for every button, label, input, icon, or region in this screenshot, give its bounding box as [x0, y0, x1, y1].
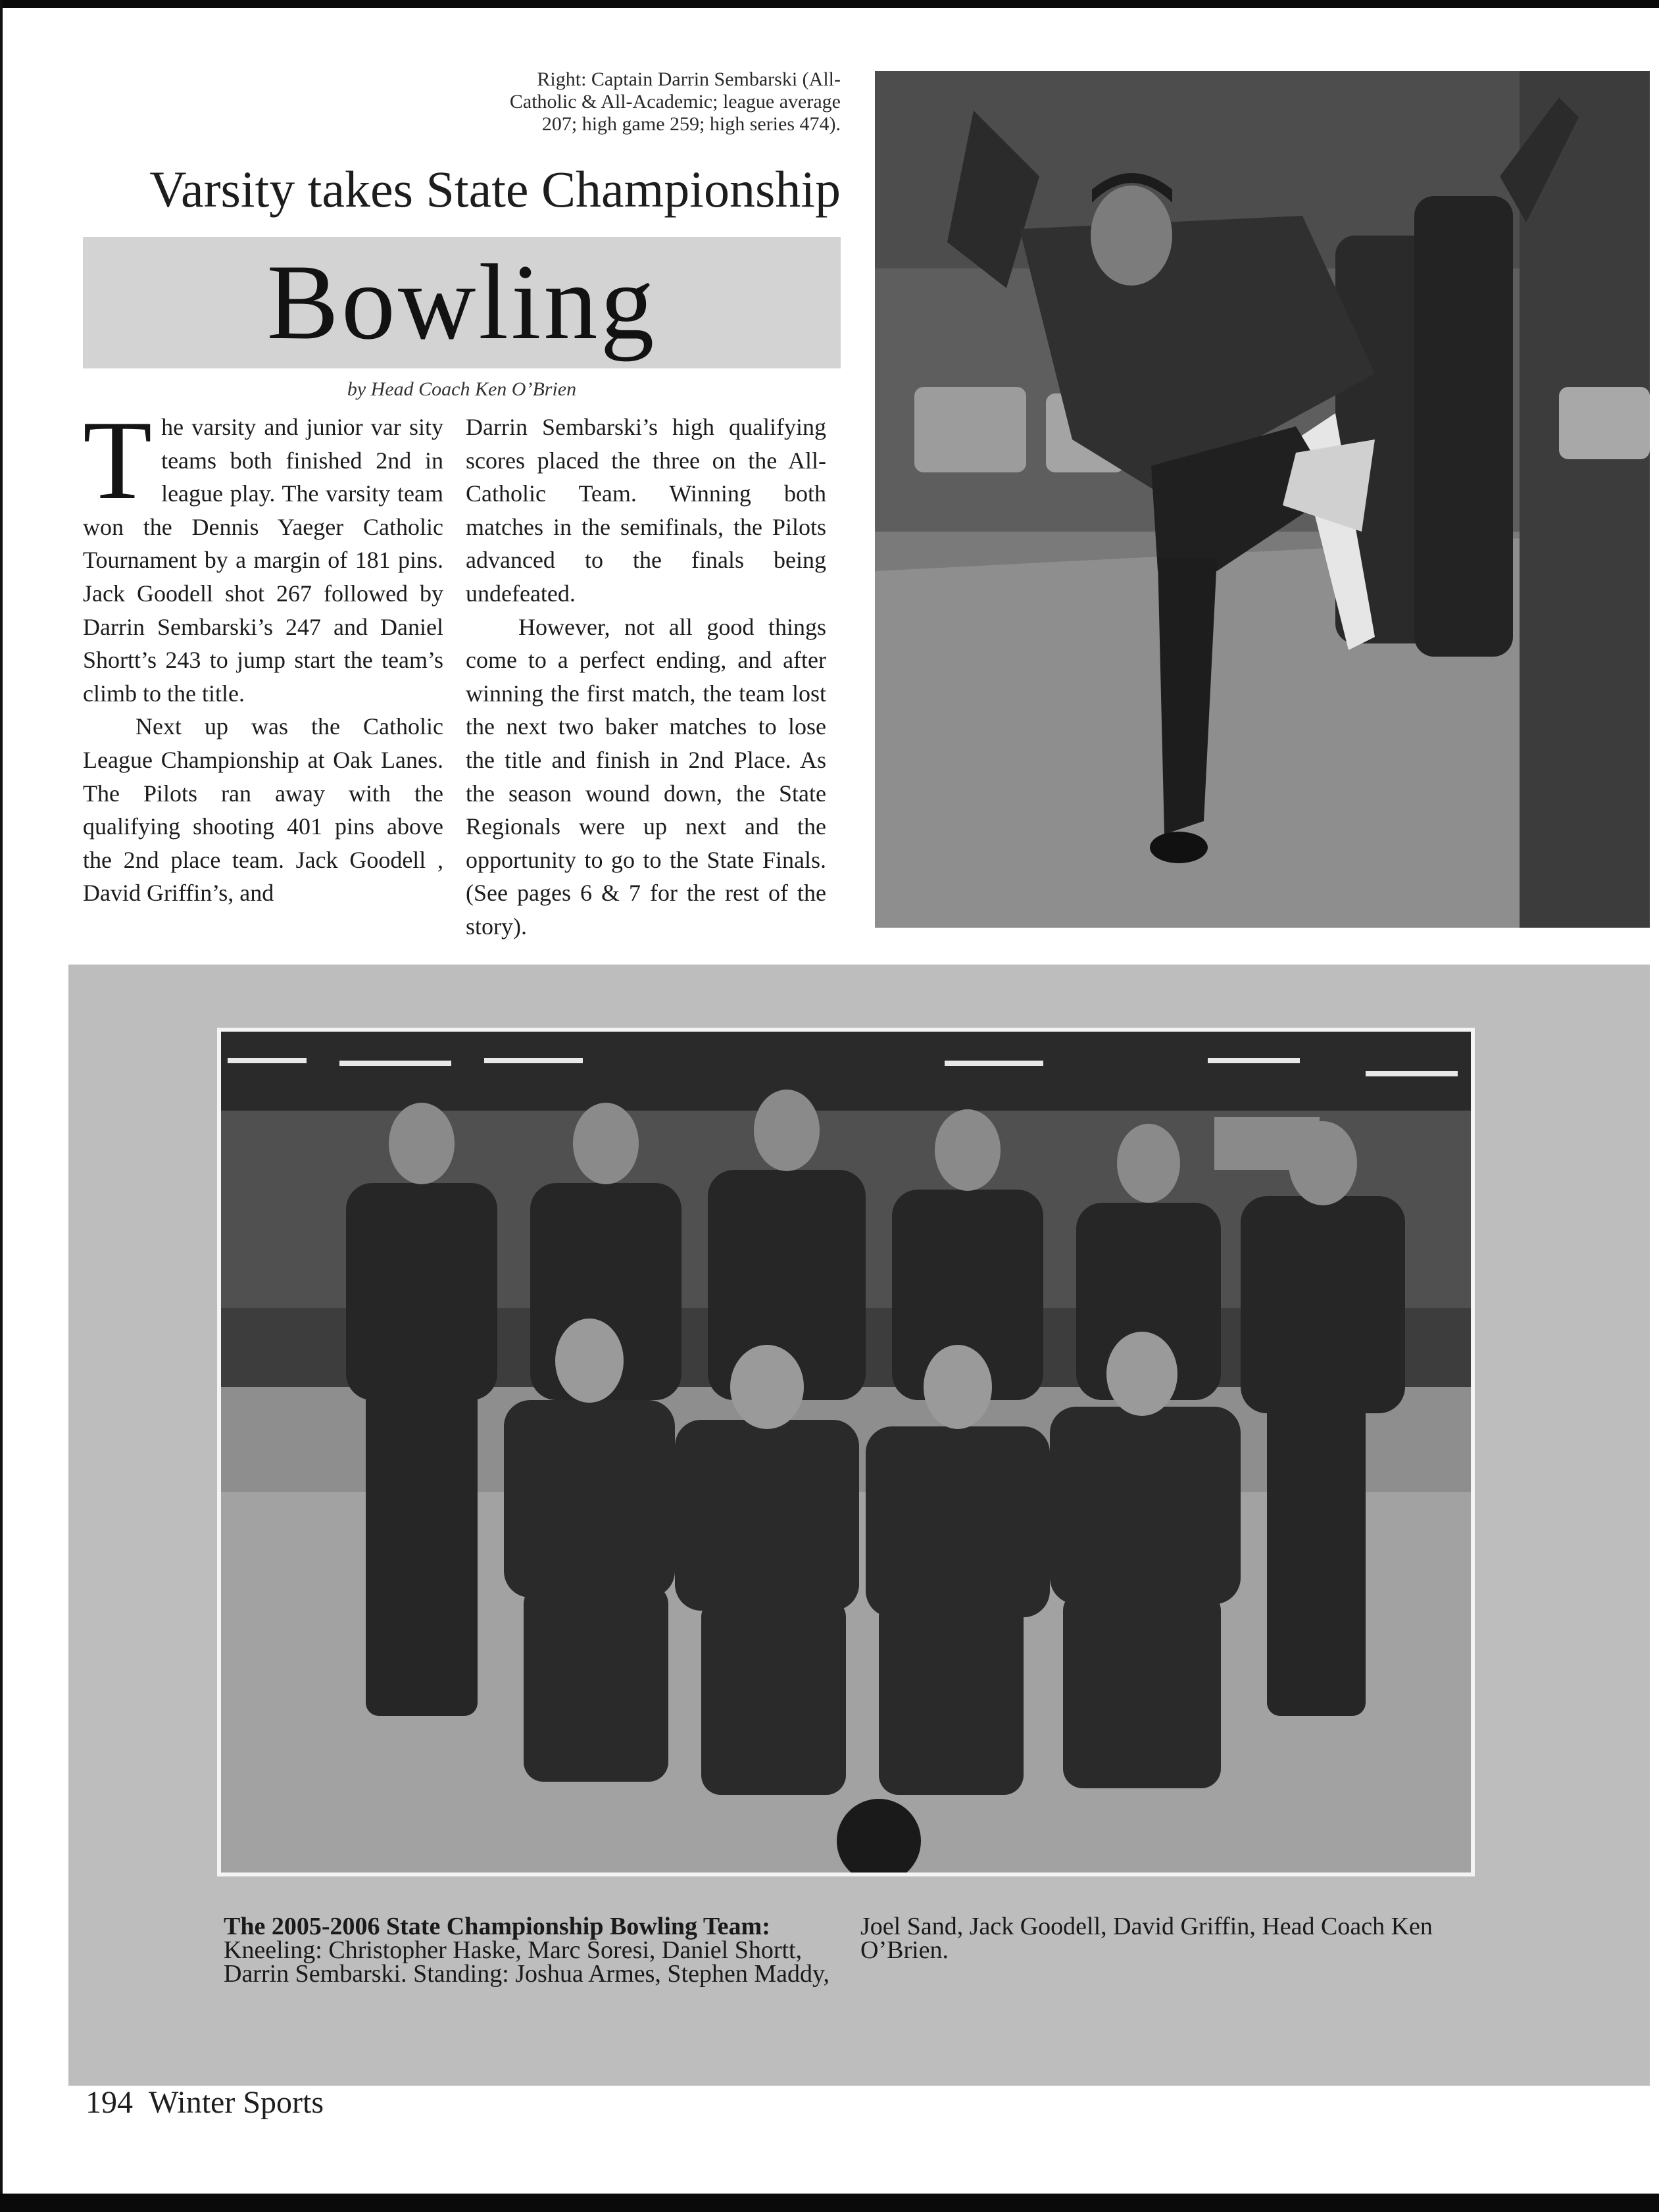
paragraph-text: he varsity and junior var sity teams both finished 2nd in league play. The varsity team won the Dennis Yaeger Catholic Tournament by a margin of 181 pins. Jack Goodell shot 267 followed by Darrin Sembarski’s 247 and Daniel Shortt’s 243 to jump start the team’s climb to the title. [83, 414, 443, 707]
article-paragraph [83, 398, 443, 710]
byline: by Head Coach Ken O’Brien [347, 378, 577, 400]
headline: Varsity takes State Championship [149, 161, 841, 218]
photo-caption: Right: Captain Darrin Sembarski (All-Catholic & All-Academic; league average 207; high game 259; high series 474). [509, 68, 841, 135]
team-photo [217, 1028, 1475, 1876]
drop-cap: T [83, 398, 153, 523]
article-paragraph: Darrin Sembarski’s high qualifying scores placed the three on the All-Catholic Team. Winning both matches in the semifinals, the Pilots advanced to the finals being undefeated. [466, 414, 826, 607]
page-number: 194 [86, 2085, 133, 2120]
team-photo-image [221, 1032, 1471, 1873]
article-paragraph: However, not all good things come to a perfect ending, and after winning the first match, the team lost the next two baker matches to lose the title and finish in 2nd Place. As the season wound down, the State Regionals were up next and the opportunity to go to the State Finals. (See pages 6 & 7 for the rest of the story). [466, 613, 826, 940]
team-photo-caption [224, 1915, 1473, 1986]
article-column-left [83, 398, 443, 910]
scan-edge-top [0, 0, 1659, 8]
section-name: Winter Sports [149, 2085, 324, 2120]
team-caption-names: Kneeling: Christopher Haske, Marc Soresi, Daniel Shortt, Darrin Sembarski. Standing: Joshua Armes, Stephen Maddy, Joel Sand, Jack Goodell, David Griffin, Head Coach Ken O’Brien. [224, 1913, 1433, 1988]
bowler-photo-image [875, 71, 1650, 928]
page-title: Bowling [266, 243, 657, 362]
bowler-photo [875, 71, 1650, 928]
article-column-right [466, 411, 826, 943]
article-paragraph: Next up was the Catholic League Championship at Oak Lanes. The Pilots ran away with the qualifying shooting 401 pins above the 2nd place team. Jack Goodell , David Griffin’s, and [83, 713, 443, 907]
page-footer [86, 2083, 678, 2123]
scan-edge-bottom [0, 2194, 1659, 2212]
team-caption-title: The 2005-2006 State Championship Bowling Team: [224, 1913, 770, 1940]
scan-edge-left [0, 0, 3, 2212]
